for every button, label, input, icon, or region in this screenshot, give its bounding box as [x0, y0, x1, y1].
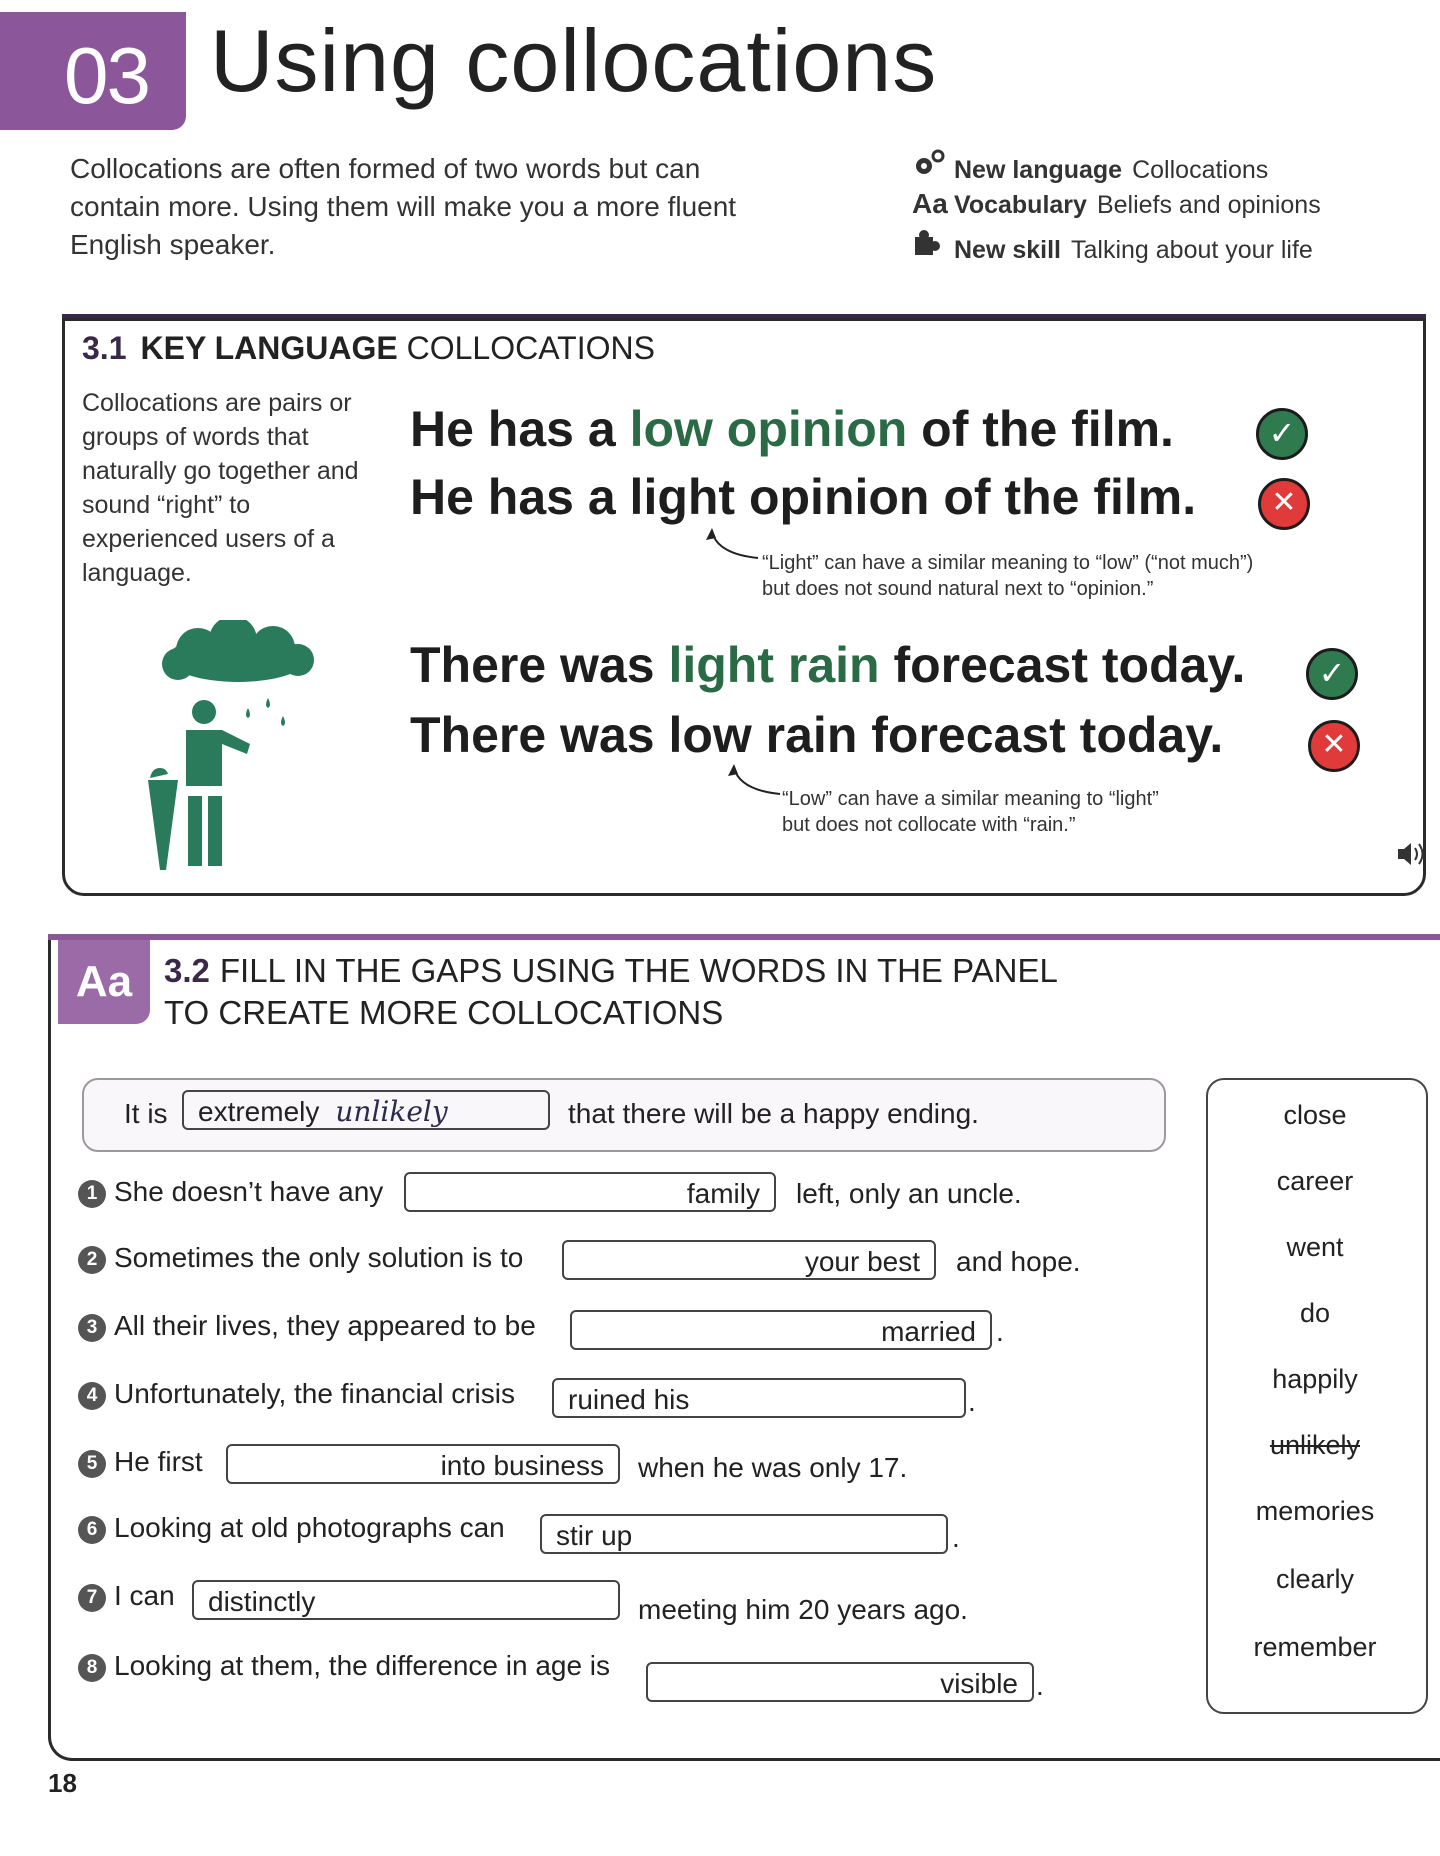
example-sentence: He has a light opinion of the film. [410, 469, 1197, 525]
explanation-note [782, 786, 1159, 838]
info-value: Beliefs and opinions [1096, 191, 1321, 219]
question-text: left, only an uncle. [796, 1178, 1022, 1209]
question-text: and hope. [956, 1246, 1081, 1277]
question-text: Sometimes the only solution is to [114, 1242, 524, 1273]
check-icon: ✓ [1256, 408, 1308, 460]
question-text: Looking at them, the difference in age is [114, 1650, 611, 1681]
example-sentence [410, 400, 1174, 458]
panel-word: memories [1255, 1496, 1375, 1526]
info-label: New language [954, 156, 1123, 184]
cross-icon: ✕ [1308, 720, 1360, 772]
sentence-part: There was [410, 637, 669, 693]
question-text: All their lives, they appeared to be [114, 1310, 536, 1341]
info-label: New skill [954, 236, 1061, 264]
panel-word: career [1276, 1166, 1354, 1196]
question-text: Looking at old photographs can [114, 1512, 505, 1543]
exercise-heading [164, 950, 1124, 1034]
question-text: Unfortunately, the financial crisis [114, 1378, 515, 1409]
answer-gap[interactable]: ruined his [552, 1378, 966, 1418]
info-value: Talking about your life [1071, 236, 1313, 264]
question-text: . [952, 1522, 960, 1553]
answer-gap[interactable]: visible [646, 1662, 1034, 1702]
info-vocabulary [912, 188, 1321, 220]
panel-word: clearly [1275, 1564, 1355, 1594]
rain-person-illustration [128, 620, 348, 880]
question-row [78, 1650, 610, 1682]
note-line: “Low” can have a similar meaning to “light” [782, 788, 1159, 810]
question-text: He first [114, 1446, 203, 1477]
collocation-highlight: light rain [668, 637, 880, 693]
example-gap [182, 1090, 550, 1130]
info-new-language [912, 148, 1268, 185]
question-number: 1 [78, 1180, 106, 1208]
check-icon: ✓ [1306, 648, 1358, 700]
puzzle-icon [912, 228, 954, 265]
key-language-description: Collocations are pairs or groups of words that naturally go together and sound “right” to experienced users of a language. [82, 389, 359, 587]
answer-gap[interactable]: into business [226, 1444, 620, 1484]
key-language-heading [82, 330, 655, 367]
section-number: 3.2 [164, 952, 210, 989]
heading-line: TO CREATE MORE COLLOCATIONS [164, 994, 724, 1031]
answer-gap[interactable]: distinctly [192, 1580, 620, 1620]
answer-gap[interactable]: stir up [540, 1514, 948, 1554]
question-number: 2 [78, 1246, 106, 1274]
question-row [78, 1580, 175, 1612]
example-before: It is [124, 1098, 168, 1129]
panel-word-used: unlikely [1269, 1430, 1361, 1460]
gap-printed: extremely [198, 1096, 320, 1127]
unit-number: 03 [64, 31, 149, 120]
arrow-icon [700, 526, 760, 566]
info-value: Collocations [1132, 156, 1269, 184]
question-row [78, 1512, 505, 1544]
section-number: 3.1 [82, 330, 127, 366]
question-text: meeting him 20 years ago. [638, 1594, 968, 1625]
page-number: 18 [48, 1768, 77, 1798]
info-label: Vocabulary [954, 191, 1087, 219]
gap-handwritten: unlikely [335, 1095, 448, 1128]
question-row [78, 1242, 523, 1274]
sentence-part: He has a [410, 401, 630, 457]
speaker-icon[interactable] [1396, 840, 1426, 875]
question-text: . [1036, 1670, 1044, 1701]
question-text: . [968, 1386, 976, 1417]
question-number: 3 [78, 1314, 106, 1342]
question-text: I can [114, 1580, 175, 1611]
panel-word: do [1299, 1298, 1331, 1328]
question-number: 7 [78, 1584, 106, 1612]
arrow-icon [722, 762, 782, 802]
answer-gap[interactable]: your best [562, 1240, 936, 1280]
answer-gap[interactable]: married [570, 1310, 992, 1350]
panel-word: close [1283, 1100, 1347, 1130]
page-title: Using collocations [210, 11, 938, 110]
panel-word: happily [1272, 1364, 1358, 1394]
question-row [78, 1310, 536, 1342]
panel-word: went [1286, 1232, 1344, 1262]
question-text: when he was only 17. [638, 1452, 908, 1483]
question-number: 5 [78, 1450, 106, 1478]
answer-gap[interactable]: family [404, 1172, 776, 1212]
question-number: 6 [78, 1516, 106, 1544]
note-line: but does not collocate with “rain.” [782, 814, 1076, 836]
vocabulary-tab: Aa [58, 940, 150, 1024]
question-text: . [996, 1316, 1004, 1347]
example-sentence [410, 636, 1245, 694]
sentence-part: forecast today. [879, 637, 1246, 693]
heading-rest: COLLOCATIONS [406, 330, 655, 366]
gears-icon [912, 148, 954, 185]
note-line: but does not sound natural next to “opinion.” [762, 578, 1154, 600]
question-row [78, 1378, 515, 1410]
info-new-skill [912, 228, 1313, 265]
note-line: “Light” can have a similar meaning to “low” (“not much”) [762, 552, 1254, 574]
panel-word: remember [1253, 1632, 1377, 1662]
question-number: 8 [78, 1654, 106, 1682]
question-row [78, 1176, 383, 1208]
cross-icon: ✕ [1258, 478, 1310, 530]
question-number: 4 [78, 1382, 106, 1410]
explanation-note [762, 550, 1253, 602]
aa-icon: Aa [912, 188, 948, 219]
example-sentence: There was low rain forecast today. [410, 707, 1224, 763]
intro-text: Collocations are often formed of two words but can contain more. Using them will make you a more fluent English speaker. [70, 153, 737, 260]
heading-line: FILL IN THE GAPS USING THE WORDS IN THE PANEL [219, 952, 1058, 989]
example-after: that there will be a happy ending. [568, 1098, 979, 1129]
question-text: She doesn’t have any [114, 1176, 384, 1207]
question-row [78, 1446, 203, 1478]
collocation-highlight: low opinion [629, 401, 908, 457]
sentence-part: of the film. [907, 401, 1174, 457]
heading-bold: KEY LANGUAGE [140, 330, 398, 366]
